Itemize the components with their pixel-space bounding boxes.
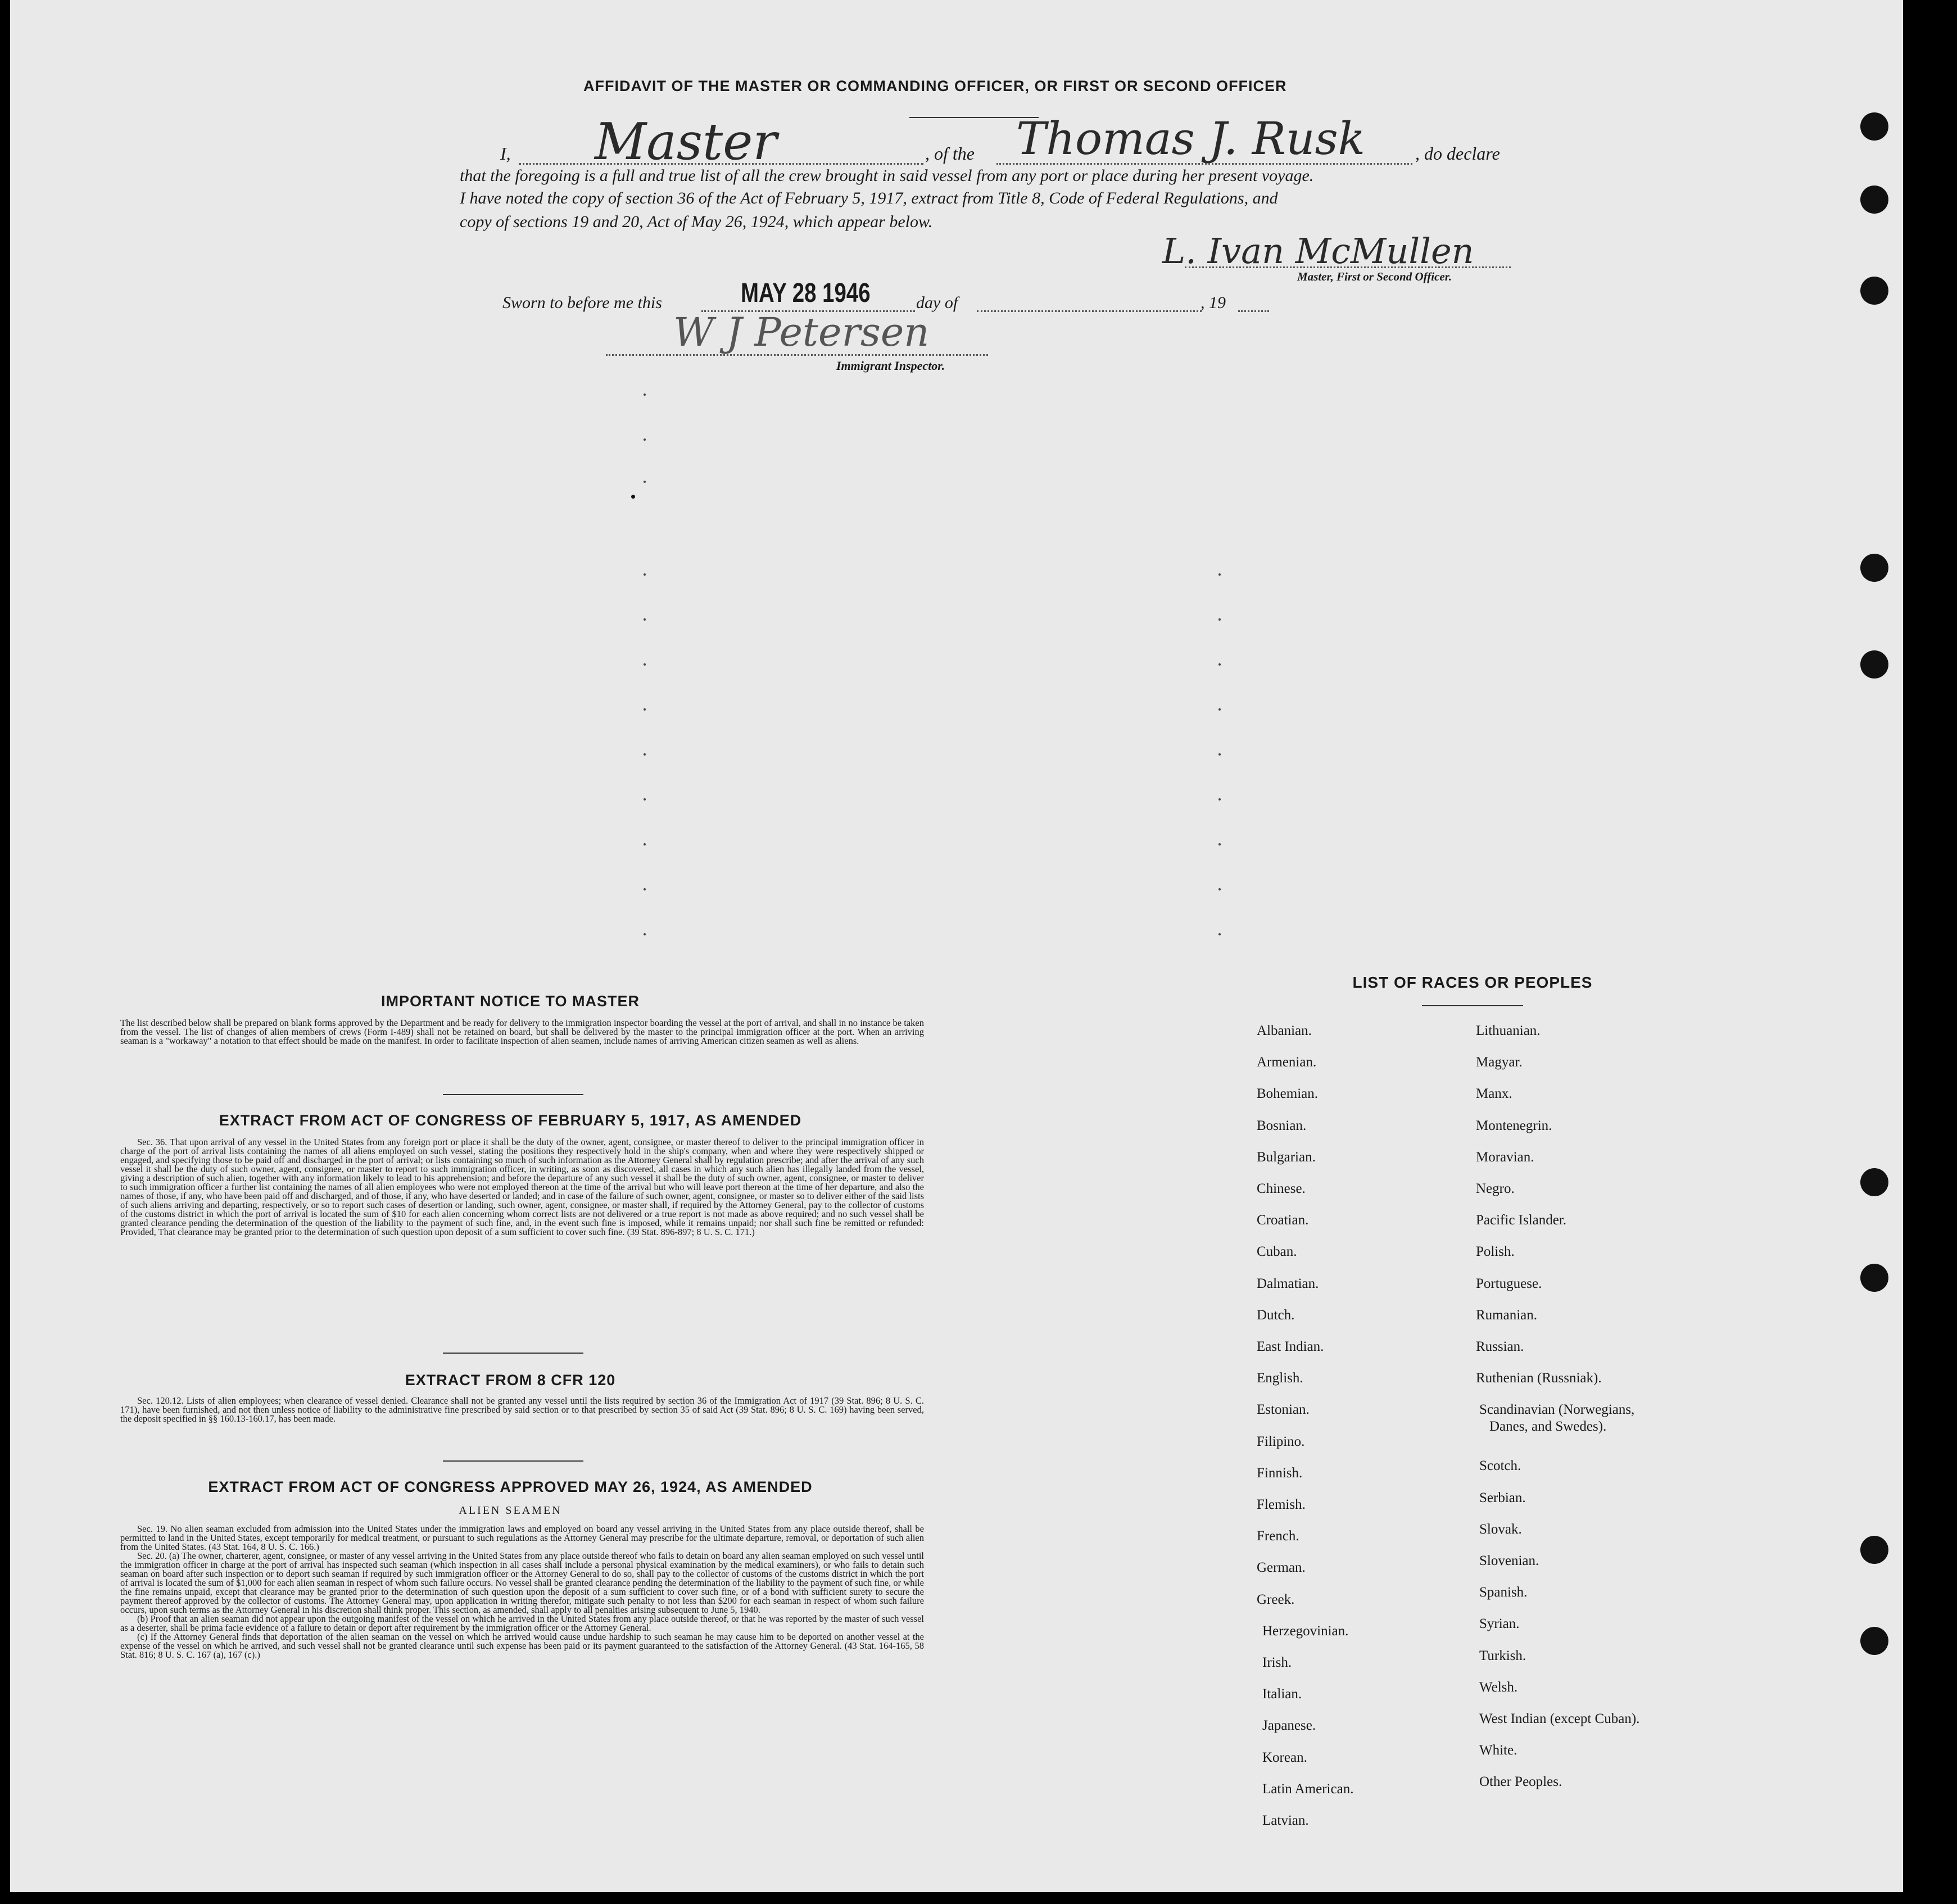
race-item: Latvian.: [1262, 1813, 1309, 1828]
binder-hole: [1860, 554, 1888, 582]
race-item: Bulgarian.: [1257, 1149, 1316, 1165]
race-item: Manx.: [1476, 1086, 1512, 1102]
year-prefix: , 19: [1201, 293, 1226, 312]
leader-dot: [1218, 798, 1221, 801]
affidavit-line1-prefix: I,: [500, 143, 511, 164]
race-item: Greek.: [1257, 1591, 1295, 1607]
leader-dot: [644, 708, 646, 711]
master-caption: Master, First or Second Officer.: [1297, 270, 1452, 283]
vessel-line: [996, 163, 1412, 165]
leader-dot: [644, 888, 646, 890]
race-item: Cuban.: [1257, 1244, 1297, 1260]
extract-cfr-body: [120, 1396, 924, 1423]
notice-rule: [443, 1094, 583, 1095]
race-item: German.: [1257, 1560, 1306, 1576]
affidavit-title: AFFIDAVIT OF THE MASTER OR COMMANDING OFFICER, OR FIRST OR SECOND OFFICER: [583, 78, 1287, 94]
inspector-signature: W J Petersen: [673, 309, 930, 355]
race-item: Ruthenian (Russniak).: [1476, 1371, 1602, 1386]
leader-dot: [644, 753, 646, 756]
extract-1917-title: EXTRACT FROM ACT OF CONGRESS OF FEBRUARY 5, 1917, AS AMENDED: [219, 1112, 802, 1129]
race-item: Spanish.: [1479, 1585, 1528, 1600]
binder-hole: [1860, 1168, 1888, 1196]
binder-hole: [1860, 1264, 1888, 1292]
affidavit-line2: that the foregoing is a full and true list of all the crew brought in said vessel from any port or place during her present voyage.: [460, 166, 1314, 185]
do-declare-text: , do declare: [1415, 143, 1500, 164]
race-item: Syrian.: [1479, 1616, 1520, 1632]
affidavit-line4: copy of sections 19 and 20, Act of May 26, 1924, which appear below.: [460, 212, 933, 231]
leader-dot: [644, 798, 646, 801]
race-item: Dutch.: [1257, 1307, 1295, 1323]
date-stamp: MAY 28 1946: [741, 278, 871, 308]
race-item: Herzegovinian.: [1262, 1623, 1349, 1639]
leader-dot: [1218, 843, 1221, 845]
race-item: Other Peoples.: [1479, 1774, 1562, 1790]
leader-dot: [644, 573, 646, 576]
race-item: Magyar.: [1476, 1055, 1523, 1070]
extract-1924-title: EXTRACT FROM ACT OF CONGRESS APPROVED MAY 26, 1924, AS AMENDED: [208, 1478, 813, 1495]
race-item: Pacific Islander.: [1476, 1213, 1567, 1228]
leader-dot: [1218, 753, 1221, 756]
race-item: Finnish.: [1257, 1465, 1303, 1481]
extract-1917-paragraph: Sec. 36. That upon arrival of any vessel in the United States from any foreign port or place it shall be the duty of the owner, agent, consignee, or master thereof to deliver to the principal immigration officer in charge of the port of arrival lists containing the names of all aliens employed on such vessel, stating the positions they respectively hold in the ship's company, when and where they were respectively shipped or engaged, and specifying those to be paid off and discharged in the port of arrival; or lists containing so much of such information as the Attorney General shall by regulation prescribe; and after the arrival of any such vessel it shall be the duty of such owner, agent, consignee, or master to report to such immigration officer, in writing, as soon as discovered, all cases in which any such alien has illegally landed from the vessel, giving a description of such alien, together with any information likely to lead to his apprehension; and before the departure of any such vessel it shall be the duty of such owner, agent, consignee, or master to deliver to such immigration officer a further list containing the names of all alien employees who were not employed thereon at the time of the arrival but who will leave port thereon at the time of her departure, and also the names of those, if any, who have been paid off and discharged, and of those, if any, who have deserted or landed; and in case of the failure of such owner, agent, consignee, or master so to deliver either of the said lists of such aliens arriving and departing, respectively, or so to report such cases of desertion or landing, such owner, agent, consignee, or master shall, if required by the Attorney General, pay to the collector of customs of the customs district in which the port of arrival is located the sum of $10 for each alien concerning whom correct lists are not delivered or a true report is not made as above required; and no such vessel shall be granted clearance pending the determination of the question of the liability to the payment of such fine, and, in the event such fine is imposed, while it remains unpaid; nor shall such fine be remitted or refunded: Provided, That clearance may be granted prior to the determination of such question upon deposit of a sum sufficient to cover such fine. (39 Stat. 896-897; 8 U. S. C. 171.): [120, 1137, 924, 1237]
extract-cfr-rule: [443, 1460, 583, 1462]
binder-hole: [1860, 650, 1888, 679]
race-item: White.: [1479, 1743, 1517, 1758]
day-of-text: day of: [916, 293, 958, 312]
rank-line: [519, 163, 923, 165]
race-item: West Indian (except Cuban).: [1479, 1711, 1640, 1726]
leader-dot: [644, 481, 646, 483]
race-item: Slovak.: [1479, 1521, 1522, 1537]
race-item: Russian.: [1476, 1339, 1524, 1354]
race-item: Latin American.: [1262, 1781, 1354, 1797]
race-item: Croatian.: [1257, 1213, 1309, 1228]
inspector-caption: Immigrant Inspector.: [836, 359, 945, 373]
leader-dot: [1218, 663, 1221, 666]
race-item: Serbian.: [1479, 1490, 1526, 1505]
leader-dot: [1218, 888, 1221, 890]
notice-body: The list described below shall be prepared on blank forms approved by the Department and be ready for delivery to the immigration inspector boarding the vessel at the port of arrival, and shall in no instance be taken from the vessel. The list of changes of alien members of crews (Form I-489) shall not be retained on board, but shall be delivered by the master to the principal immigration officer at the port. When an arriving seaman is a "workaway" a notation to that effect should be made on the manifest. In order to facilitate inspection of alien seamen, include names of arriving American citizen seamen as well as aliens.: [120, 1017, 924, 1046]
race-item: Lithuanian.: [1476, 1023, 1541, 1038]
race-item: Moravian.: [1476, 1149, 1534, 1165]
binder-hole: [1860, 112, 1888, 141]
race-item: Welsh.: [1479, 1679, 1518, 1695]
race-item: Scotch.: [1479, 1458, 1521, 1474]
master-signature: L. Ivan McMullen: [1162, 230, 1474, 272]
binder-hole: [1860, 1627, 1888, 1655]
race-item: English.: [1257, 1371, 1303, 1386]
extract-1924-sec20b: (b) Proof that an alien seaman did not appear upon the outgoing manifest of the vessel on which he arrived in the United States from any place outside thereof, or that he was reported by the master of such vessel as a deserter, shall be prima facie evidence of a failure to detain or deport after requirement by the immigration officer or the Attorney General.: [120, 1613, 924, 1633]
race-item: Bosnian.: [1257, 1118, 1307, 1133]
race-item: Irish.: [1262, 1655, 1292, 1670]
leader-dot: [1218, 708, 1221, 711]
extract-cfr-title: EXTRACT FROM 8 CFR 120: [405, 1372, 616, 1389]
binder-hole: [1860, 277, 1888, 305]
extract-1924-subtitle: ALIEN SEAMEN: [459, 1504, 562, 1517]
leader-dot: [1218, 933, 1221, 935]
race-item: Armenian.: [1257, 1055, 1317, 1070]
leader-dot: [1218, 618, 1221, 621]
race-item: Scandinavian (Norwegians,: [1479, 1402, 1635, 1418]
race-item: Portuguese.: [1476, 1276, 1542, 1291]
race-item: Negro.: [1476, 1181, 1515, 1196]
leader-dot: [644, 663, 646, 666]
leader-dot: [631, 495, 635, 499]
race-item: Turkish.: [1479, 1648, 1526, 1663]
leader-dot: [644, 438, 646, 441]
race-item: French.: [1257, 1528, 1299, 1544]
race-item: Montenegrin.: [1476, 1118, 1552, 1133]
binder-hole: [1860, 186, 1888, 214]
leader-dot: [644, 843, 646, 845]
vessel-handwritten: Thomas J. Rusk: [1016, 112, 1366, 165]
race-item: Dalmatian.: [1257, 1276, 1319, 1291]
race-item: Rumanian.: [1476, 1307, 1538, 1323]
race-item: Italian.: [1262, 1686, 1302, 1702]
extract-1924-sec20a: Sec. 20. (a) The owner, charterer, agent, consignee, or master of any vessel arriving in the United States from any place outside thereof who fails to detain on board any alien seaman employed on such vessel until the immigration officer in charge at the port of arrival has inspected such seaman (which inspection in all cases shall include a personal physical examination by the medical examiners), or who fails to detain such seaman on board after such inspection or to deport such seaman if required by such immigration officer or the Attorney General to do so, shall pay to the collector of customs of the customs district in which the port of arrival is located the sum of $1,000 for each alien seaman in respect of whom such failure occurs. No vessel shall be granted clearance pending the determination of the liability to the payment of such fine, or while the fine remains unpaid, except that clearance may be granted prior to the determination of such question upon the deposit of a sum sufficient to cover such fine, or of a bond with sufficient surety to secure the payment thereof approved by the collector of customs. The Attorney General may, upon application in writing therefor, mitigate such penalty to not less than $200 for each seaman in respect of whom such failure occurs, upon such terms as the Attorney General in his discretion shall think proper. This section, as amended, shall apply to all penalties arising subsequent to June 5, 1940.: [120, 1550, 924, 1615]
race-item: Estonian.: [1257, 1402, 1310, 1418]
races-title: LIST OF RACES OR PEOPLES: [1352, 974, 1593, 991]
master-signature-line: [1185, 266, 1511, 268]
binder-hole: [1860, 1536, 1888, 1564]
month-line: [977, 310, 1202, 312]
of-the-text: , of the: [925, 143, 975, 164]
leader-dot: [1218, 573, 1221, 576]
extract-cfr-paragraph: Sec. 120.12. Lists of alien employees; when clearance of vessel denied. Clearance shall not be granted any vessel until the lists required by section 36 of the Immigration Act of 1917 (39 Stat. 896; 8 U. S. C. 171), have been furnished, and not then unless notice of liability to the administrative fine prescribed by said section or to that prescribed by section 35 of said Act (39 Stat. 896; 8 U. S. C. 169) having been served, the deposit specified in §§ 160.13-160.17, has been made.: [120, 1395, 924, 1424]
race-item: Korean.: [1262, 1749, 1307, 1765]
race-item: Filipino.: [1257, 1433, 1305, 1449]
leader-dot: [644, 933, 646, 935]
race-item: Albanian.: [1257, 1023, 1312, 1038]
rank-handwritten: Master: [595, 112, 777, 171]
sworn-prefix: Sworn to before me this: [502, 293, 662, 312]
leader-dot: [644, 618, 646, 621]
race-item: Slovenian.: [1479, 1553, 1539, 1568]
document-page: [10, 0, 1903, 1892]
inspector-signature-line: [606, 354, 988, 356]
race-item: Danes, and Swedes).: [1489, 1419, 1607, 1435]
extract-1924-sec20c: (c) If the Attorney General finds that deportation of the alien seaman on the vessel on which he arrived would cause undue hardship to such seaman he may cause him to be deported on another vessel at the expense of the vessel on which he arrived, and such vessel shall not be granted clearance until such expense has been paid or its payment guaranteed to the satisfaction of the Attorney General. (43 Stat. 164-165, 58 Stat. 816; 8 U. S. C. 167 (a), 167 (c).): [120, 1631, 924, 1660]
race-item: Polish.: [1476, 1244, 1515, 1260]
race-item: East Indian.: [1257, 1339, 1324, 1354]
affidavit-line3: I have noted the copy of section 36 of the Act of February 5, 1917, extract from Title 8, Code of Federal Regulations, and: [460, 189, 1278, 207]
extract-1924-sec19: Sec. 19. No alien seaman excluded from admission into the United States under the immigration laws and employed on board any vessel arriving in the United States from any place outside thereof, shall be permitted to land in the United States, except temporarily for medical treatment, or pursuant to such regulations as the Attorney General may prescribe for the ultimate departure, removal, or deportation of such alien from the United States. (43 Stat. 164, 8 U. S. C. 166.): [120, 1523, 924, 1552]
race-item: Japanese.: [1262, 1718, 1316, 1734]
notice-title: IMPORTANT NOTICE TO MASTER: [381, 993, 640, 1010]
race-item: Chinese.: [1257, 1181, 1306, 1196]
race-item: Bohemian.: [1257, 1086, 1319, 1102]
races-rule: [1422, 1005, 1523, 1006]
extract-1924-body: [120, 1525, 924, 1659]
extract-1917-rule: [443, 1353, 583, 1354]
race-item: Flemish.: [1257, 1497, 1306, 1512]
leader-dot: [644, 394, 646, 396]
extract-1917-body: [120, 1138, 924, 1237]
year-line: [1238, 310, 1269, 312]
